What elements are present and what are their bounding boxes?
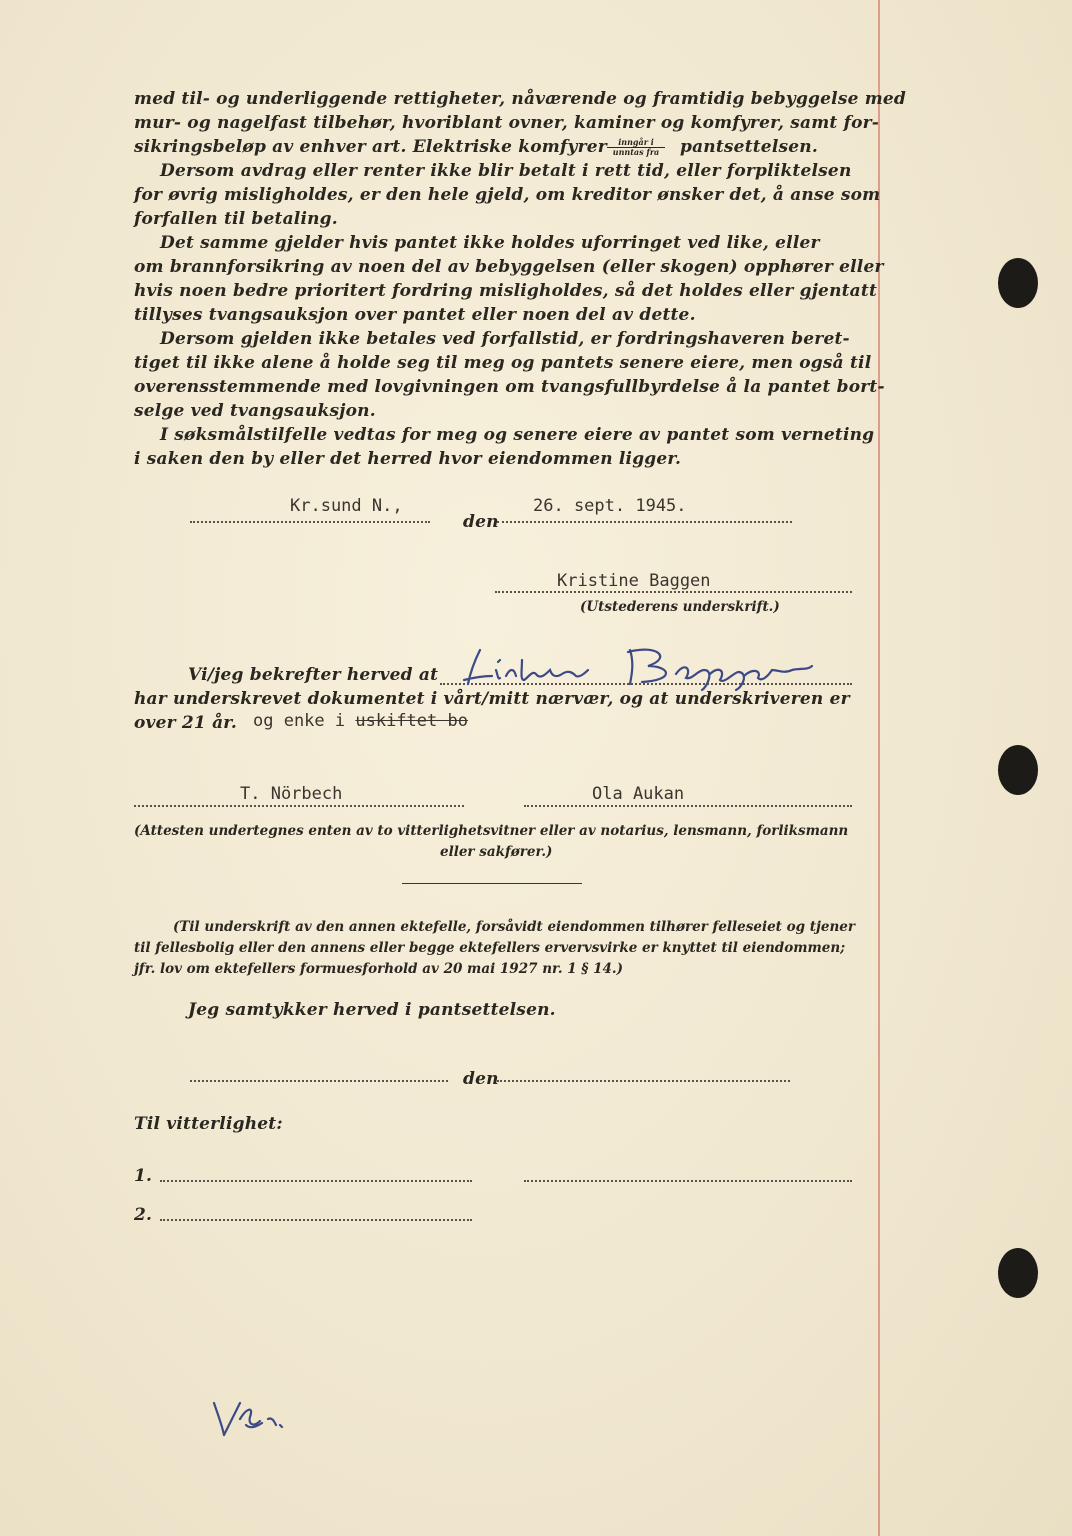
clause-line: tiget til ikke alene å holde seg til meg og pantets senere eiere, men også til [134, 353, 872, 373]
clause-line: pantsettelsen. [680, 137, 818, 157]
issuer-name: Kristine Baggen [557, 571, 711, 591]
red-margin-line [878, 0, 880, 1536]
den-label: den [463, 512, 499, 532]
spouse-note: til fellesbolig eller den annens eller begge ektefellers ervervsvirke er knyttet til eiendommen; [134, 940, 846, 956]
attest-note: (Attesten undertegnes enten av to vitterlighetsvitner eller av notarius, lensmann, forliksmann [134, 823, 849, 839]
clause-line: hvis noen bedre prioritert fordring misligholdes, så det holdes eller gjentatt [134, 281, 878, 301]
fraction-top: inngår i [607, 138, 665, 148]
consent-place-dotted-line [190, 1080, 448, 1082]
clause-line: forfallen til betaling. [134, 209, 338, 229]
spouse-note: jfr. lov om ektefellers formuesforhold av 20 mai 1927 nr. 1 § 14.) [134, 961, 624, 977]
clause-line: sikringsbeløp av enhver art. Elektriske komfyrer [134, 137, 607, 157]
confirm-line: har underskrevet dokumentet i vårt/mitt nærvær, og at underskriveren er [134, 689, 850, 709]
confirm-label: Vi/jeg bekrefter herved at [188, 665, 439, 685]
clause-line: Det samme gjelder hvis pantet ikke holdes uforringet ved like, eller [160, 233, 820, 253]
clause-line: I søksmålstilfelle vedtas for meg og senere eiere av pantet som verneting [160, 425, 875, 445]
confirm-line: over 21 år. [134, 713, 238, 733]
clause-line: for øvrig misligholdes, er den hele gjeld, om kreditor ønsker det, å anse som [134, 185, 881, 205]
divider [402, 883, 582, 884]
witness2-name: Ola Aukan [592, 784, 685, 804]
witness-number: 2. [134, 1205, 153, 1225]
place-value: Kr.sund N., [290, 496, 403, 516]
consent-text: Jeg samtykker herved i pantsettelsen. [188, 1000, 556, 1020]
clause-line: selge ved tvangsauksjon. [134, 401, 376, 421]
witness-line-2 [160, 1219, 472, 1221]
den-label: den [463, 1069, 499, 1089]
widow-note-text: og enke i [253, 711, 346, 731]
date-value: 26. sept. 1945. [533, 496, 687, 516]
date-dotted-line [497, 521, 792, 523]
fraction-bottom: unntas fra [612, 147, 660, 157]
witness-line-1b [524, 1180, 852, 1182]
attest-note: eller sakfører.) [440, 844, 553, 860]
clause-line: mur- og nagelfast tilbehør, hvoriblant ovner, kaminer og komfyrer, samt for- [134, 113, 880, 133]
issuer-dotted-line [495, 591, 852, 593]
witness-number: 1. [134, 1166, 153, 1186]
consent-date-dotted-line [497, 1080, 790, 1082]
spouse-note: (Til underskrift av den annen ektefelle, forsåvidt eiendommen tilhører felleseiet og tjener [173, 919, 855, 935]
witness1-dotted-line [134, 805, 464, 807]
witness2-dotted-line [524, 805, 852, 807]
clause-line: Dersom gjelden ikke betales ved forfallstid, er fordringshaveren beret- [160, 329, 850, 349]
clause-line: overensstemmende med lovgivningen om tvangsfullbyrdelse å la pantet bort- [134, 377, 885, 397]
clause-line: tillyses tvangsauksjon over pantet eller noen del av dette. [134, 305, 696, 325]
clause-line: med til- og underliggende rettigheter, nåværende og framtidig bebyggelse med [134, 89, 907, 109]
issuer-caption: (Utstederens underskrift.) [580, 599, 780, 615]
clause-line: i saken den by eller det herred hvor eiendommen ligger. [134, 449, 682, 469]
clause-line: om brannforsikring av noen del av bebyggelsen (eller skogen) opphører eller [134, 257, 884, 277]
handwritten-signature-icon [462, 640, 822, 690]
widow-note [253, 711, 468, 731]
handwritten-initials-icon [210, 1395, 300, 1445]
included-excluded-fraction [607, 138, 665, 157]
witness-heading: Til vitterlighet: [134, 1114, 283, 1134]
punch-hole-icon [998, 258, 1038, 308]
clause-line: Dersom avdrag eller renter ikke blir betalt i rett tid, eller forpliktelsen [160, 161, 852, 181]
punch-hole-icon [998, 745, 1038, 795]
punch-hole-icon [998, 1248, 1038, 1298]
place-dotted-line [190, 521, 430, 523]
witness1-name: T. Nörbech [240, 784, 343, 804]
witness-line-1a [160, 1180, 472, 1182]
struck-text: uskiftet bo [355, 711, 468, 731]
